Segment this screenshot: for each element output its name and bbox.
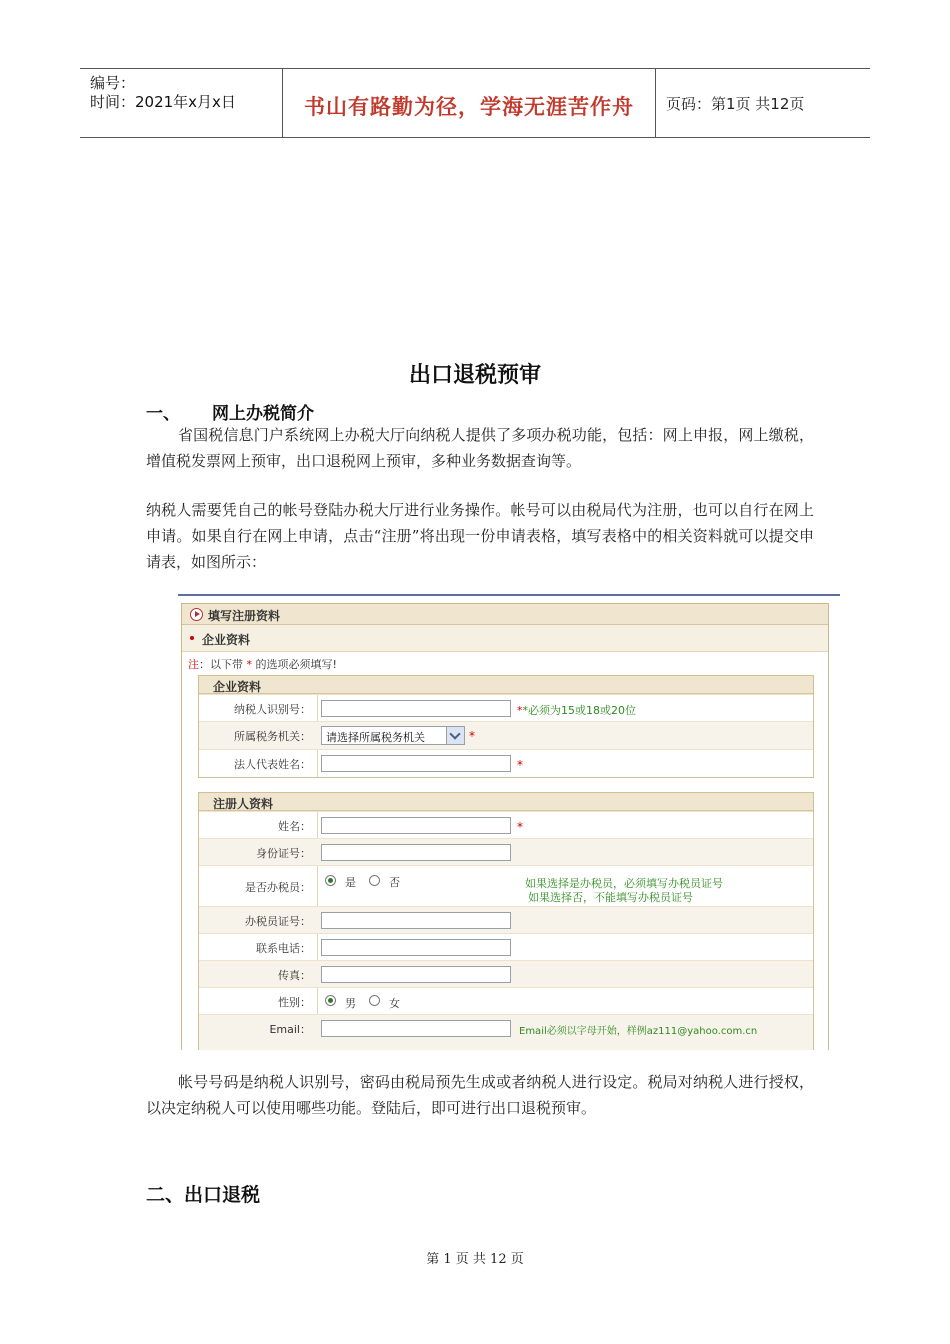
page-footer: 第 1 页 共 12 页 <box>426 1252 524 1267</box>
form-title-bar <box>182 604 828 625</box>
fax-label: 传真： <box>278 969 311 982</box>
paragraph-account: 纳税人需要凭自己的帐号登陆办税大厅进行业务操作。帐号可以由税局代为注册，也可以自行在网上申请。如果自行在网上申请，点击“注册”将出现一份申请表格，填写表格中的相关资料就可以提交申请表，如图所示： <box>146 501 814 571</box>
officer-no-label: 否 <box>389 876 400 889</box>
section2-heading: 二、出口退税 <box>146 1184 261 1206</box>
header-motto-cell <box>282 69 656 137</box>
section1-number: 一、 <box>146 404 180 424</box>
taxpayer-id-input[interactable] <box>321 700 511 717</box>
phone-row <box>199 933 813 960</box>
name-input[interactable] <box>321 817 511 834</box>
registrant-heading: 注册人资料 <box>213 797 274 811</box>
is-officer-row <box>199 865 813 906</box>
gender-row <box>199 987 813 1014</box>
form-frame <box>181 603 829 1050</box>
is-officer-label: 是否办税员： <box>245 881 311 894</box>
form-sub-bar <box>182 625 828 652</box>
motto: 书山有路勤为径，学海无涯苦作舟 <box>304 95 634 119</box>
paragraph-account-login: 帐号号码是纳税人识别号，密码由税局预先生成或者纳税人进行设定。税局对纳税人进行授权，以决定纳税人可以使用哪些功能。登陆后，即可进行出口退税预审。 <box>146 1073 814 1117</box>
note-star: * <box>246 658 252 671</box>
officer-yes-label: 是 <box>345 876 356 889</box>
registration-form-screenshot <box>178 594 840 1050</box>
required-star: * <box>517 820 523 834</box>
note-middle: ：以下带 <box>199 658 243 671</box>
id-card-input[interactable] <box>321 844 511 861</box>
taxpayer-id-label: 纳税人识别号： <box>234 703 311 716</box>
taxpayer-id-row <box>199 694 813 721</box>
section1-heading: 网上办税简介 <box>212 404 314 424</box>
gender-female-label: 女 <box>389 997 400 1010</box>
company-heading: 企业资料 <box>213 680 262 694</box>
form-subtitle: 企业资料 <box>202 633 251 647</box>
registrant-fieldset <box>198 792 814 1050</box>
company-fieldset <box>198 675 814 778</box>
play-arrow-icon <box>190 608 203 621</box>
note-prefix: 注 <box>188 658 199 671</box>
gender-male-radio[interactable] <box>325 995 336 1006</box>
form-title: 填写注册资料 <box>208 609 281 623</box>
legal-rep-input[interactable] <box>321 755 511 772</box>
divider <box>178 594 840 596</box>
email-hint: Email必须以字母开始，样例az111@yahoo.com.cn <box>519 1026 758 1037</box>
hint-star: * <box>517 704 523 717</box>
paragraph-intro: 省国税信息门户系统网上办税大厅向纳税人提供了多项办税功能，包括：网上申报，网上缴税，增值税发票网上预审，出口退税网上预审，多种业务数据查询等。 <box>146 426 814 470</box>
required-note <box>188 656 337 672</box>
chevron-down-icon[interactable] <box>446 727 464 744</box>
tax-office-row <box>199 721 813 749</box>
header-left-cell <box>80 69 282 137</box>
officer-hint-2: 如果选择否，不能填写办税员证号 <box>528 891 693 904</box>
name-label: 姓名： <box>278 820 311 833</box>
officer-no-input[interactable] <box>321 912 511 929</box>
taxpayer-id-hint <box>517 702 636 718</box>
fax-input[interactable] <box>321 966 511 983</box>
gender-label: 性别： <box>278 996 311 1009</box>
required-star: * <box>517 758 523 772</box>
officer-no-row <box>199 906 813 933</box>
name-row <box>199 811 813 838</box>
id-card-label: 身份证号： <box>256 847 311 860</box>
document-header <box>80 68 870 138</box>
officer-yes-radio[interactable] <box>325 875 336 886</box>
company-fieldset-header <box>199 676 813 694</box>
legal-rep-row <box>199 749 813 778</box>
registrant-fieldset-header <box>199 793 813 811</box>
officer-hint-1: 如果选择是办税员，必须填写办税员证号 <box>525 877 723 890</box>
gender-male-label: 男 <box>345 997 356 1010</box>
taxpayer-id-hint-text: *必须为15或18或20位 <box>522 704 636 717</box>
id-card-row <box>199 838 813 865</box>
page-code: 页码：第1页 共12页 <box>666 95 805 113</box>
time-label: 时间：2021年x月x日 <box>90 93 236 111</box>
email-input[interactable] <box>321 1020 511 1037</box>
officer-no-radio[interactable] <box>369 875 380 886</box>
tax-office-select[interactable] <box>321 726 465 745</box>
tax-office-value: 请选择所属税务机关 <box>326 731 425 744</box>
bullet-icon <box>190 636 194 640</box>
number-label: 编号： <box>90 74 136 92</box>
email-row <box>199 1014 813 1050</box>
officer-no-field-label: 办税员证号： <box>245 915 311 928</box>
gender-female-radio[interactable] <box>369 995 380 1006</box>
fax-row <box>199 960 813 987</box>
tax-office-label: 所属税务机关： <box>234 730 311 743</box>
phone-input[interactable] <box>321 939 511 956</box>
email-label: Email： <box>269 1023 311 1036</box>
document-title: 出口退税预审 <box>408 363 541 388</box>
phone-label: 联系电话： <box>256 942 311 955</box>
required-star: * <box>469 729 475 743</box>
legal-rep-label: 法人代表姓名： <box>234 758 311 771</box>
header-page-cell <box>656 69 870 137</box>
note-suffix: 的选项必须填写! <box>255 658 337 671</box>
